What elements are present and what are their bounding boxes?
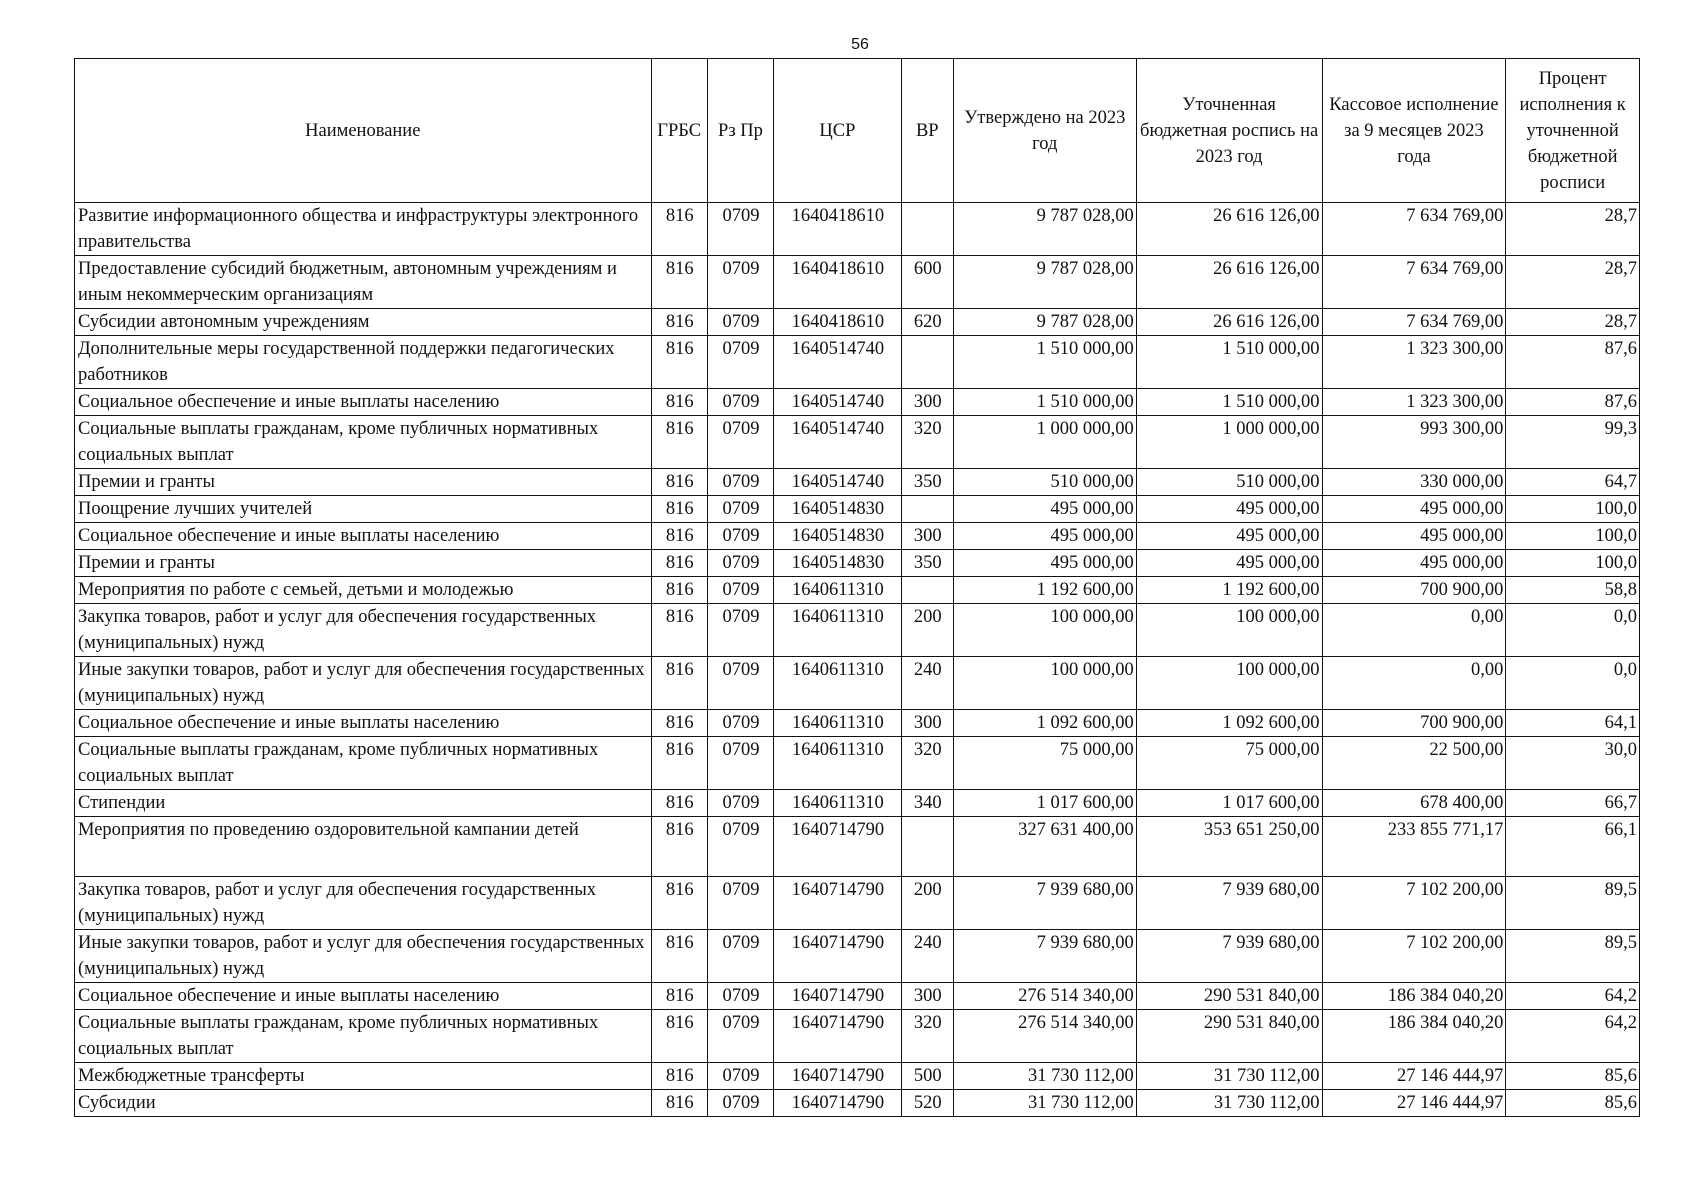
table-row	[75, 1090, 1640, 1117]
table-row	[75, 416, 1640, 469]
row-csr-cell: 1640611310	[774, 710, 902, 737]
row-name-cell: Развитие информационного общества и инфраструктуры электронного правительства	[75, 203, 652, 256]
header-grbs: ГРБС	[651, 59, 707, 203]
row-percent-cell: 85,6	[1506, 1090, 1640, 1117]
row-grbs-cell: 816	[651, 1063, 707, 1090]
row-name-cell: Социальные выплаты гражданам, кроме публичных нормативных социальных выплат	[75, 737, 652, 790]
table-row	[75, 1010, 1640, 1063]
header-name: Наименование	[75, 59, 652, 203]
row-cash-cell: 993 300,00	[1322, 416, 1506, 469]
table-row	[75, 389, 1640, 416]
row-rzpr-cell: 0709	[707, 469, 773, 496]
row-grbs-cell: 816	[651, 877, 707, 930]
header-rzpr: Рз Пр	[707, 59, 773, 203]
row-name-cell: Мероприятия по работе с семьей, детьми и молодежью	[75, 577, 652, 604]
row-refined-cell: 495 000,00	[1136, 496, 1322, 523]
row-csr-cell: 1640514830	[774, 523, 902, 550]
row-cash-cell: 700 900,00	[1322, 577, 1506, 604]
row-grbs-cell: 816	[651, 737, 707, 790]
row-approved-cell: 9 787 028,00	[953, 203, 1136, 256]
row-rzpr-cell: 0709	[707, 1010, 773, 1063]
row-rzpr-cell: 0709	[707, 983, 773, 1010]
row-rzpr-cell: 0709	[707, 737, 773, 790]
row-rzpr-cell: 0709	[707, 930, 773, 983]
table-row	[75, 817, 1640, 877]
row-csr-cell: 1640714790	[774, 817, 902, 877]
row-csr-cell: 1640514740	[774, 336, 902, 389]
row-name-cell: Закупка товаров, работ и услуг для обеспечения государственных (муниципальных) нужд	[75, 877, 652, 930]
row-name-cell: Премии и гранты	[75, 550, 652, 577]
table-row	[75, 604, 1640, 657]
row-csr-cell: 1640714790	[774, 1063, 902, 1090]
row-name-cell: Стипендии	[75, 790, 652, 817]
row-vr-cell	[901, 496, 953, 523]
row-name-cell: Социальное обеспечение и иные выплаты населению	[75, 710, 652, 737]
row-name-cell: Социальное обеспечение и иные выплаты населению	[75, 389, 652, 416]
row-refined-cell: 1 510 000,00	[1136, 389, 1322, 416]
table-row	[75, 1063, 1640, 1090]
row-vr-cell: 320	[901, 416, 953, 469]
header-cash: Кассовое исполнение за 9 месяцев 2023 года	[1322, 59, 1506, 203]
row-percent-cell: 28,7	[1506, 309, 1640, 336]
row-percent-cell: 64,2	[1506, 1010, 1640, 1063]
row-cash-cell: 7 634 769,00	[1322, 256, 1506, 309]
row-rzpr-cell: 0709	[707, 710, 773, 737]
row-vr-cell	[901, 817, 953, 877]
row-percent-cell: 89,5	[1506, 930, 1640, 983]
row-vr-cell: 200	[901, 604, 953, 657]
row-approved-cell: 100 000,00	[953, 657, 1136, 710]
row-csr-cell: 1640714790	[774, 930, 902, 983]
row-name-cell: Социальные выплаты гражданам, кроме публичных нормативных социальных выплат	[75, 1010, 652, 1063]
row-vr-cell: 300	[901, 389, 953, 416]
row-refined-cell: 290 531 840,00	[1136, 983, 1322, 1010]
row-cash-cell: 495 000,00	[1322, 523, 1506, 550]
row-percent-cell: 66,1	[1506, 817, 1640, 877]
row-name-cell: Мероприятия по проведению оздоровительной кампании детей	[75, 817, 652, 877]
row-approved-cell: 9 787 028,00	[953, 309, 1136, 336]
table-row	[75, 737, 1640, 790]
row-approved-cell: 31 730 112,00	[953, 1090, 1136, 1117]
row-approved-cell: 1 510 000,00	[953, 389, 1136, 416]
row-refined-cell: 75 000,00	[1136, 737, 1322, 790]
row-approved-cell: 495 000,00	[953, 550, 1136, 577]
page-number: 56	[851, 36, 869, 53]
row-csr-cell: 1640611310	[774, 790, 902, 817]
row-refined-cell: 7 939 680,00	[1136, 930, 1322, 983]
row-approved-cell: 1 192 600,00	[953, 577, 1136, 604]
row-vr-cell: 500	[901, 1063, 953, 1090]
row-percent-cell: 30,0	[1506, 737, 1640, 790]
table-row	[75, 309, 1640, 336]
row-percent-cell: 99,3	[1506, 416, 1640, 469]
row-rzpr-cell: 0709	[707, 604, 773, 657]
row-cash-cell: 7 634 769,00	[1322, 309, 1506, 336]
row-refined-cell: 495 000,00	[1136, 550, 1322, 577]
row-cash-cell: 7 102 200,00	[1322, 877, 1506, 930]
row-vr-cell: 200	[901, 877, 953, 930]
row-grbs-cell: 816	[651, 469, 707, 496]
row-grbs-cell: 816	[651, 256, 707, 309]
row-refined-cell: 1 017 600,00	[1136, 790, 1322, 817]
budget-table	[74, 58, 1640, 1117]
row-vr-cell: 350	[901, 550, 953, 577]
row-csr-cell: 1640714790	[774, 983, 902, 1010]
row-cash-cell: 495 000,00	[1322, 496, 1506, 523]
row-vr-cell: 300	[901, 983, 953, 1010]
row-approved-cell: 1 510 000,00	[953, 336, 1136, 389]
row-cash-cell: 1 323 300,00	[1322, 336, 1506, 389]
row-name-cell: Субсидии автономным учреждениям	[75, 309, 652, 336]
row-cash-cell: 0,00	[1322, 604, 1506, 657]
row-approved-cell: 100 000,00	[953, 604, 1136, 657]
row-cash-cell: 22 500,00	[1322, 737, 1506, 790]
row-vr-cell: 320	[901, 1010, 953, 1063]
row-vr-cell: 240	[901, 930, 953, 983]
row-name-cell: Премии и гранты	[75, 469, 652, 496]
row-vr-cell: 600	[901, 256, 953, 309]
row-name-cell: Социальное обеспечение и иные выплаты населению	[75, 523, 652, 550]
row-refined-cell: 31 730 112,00	[1136, 1063, 1322, 1090]
row-grbs-cell: 816	[651, 1090, 707, 1117]
row-csr-cell: 1640514740	[774, 389, 902, 416]
row-rzpr-cell: 0709	[707, 523, 773, 550]
row-grbs-cell: 816	[651, 930, 707, 983]
row-cash-cell: 678 400,00	[1322, 790, 1506, 817]
row-rzpr-cell: 0709	[707, 1090, 773, 1117]
row-approved-cell: 1 000 000,00	[953, 416, 1136, 469]
header-refined: Уточненная бюджетная роспись на 2023 год	[1136, 59, 1322, 203]
row-cash-cell: 27 146 444,97	[1322, 1063, 1506, 1090]
row-cash-cell: 186 384 040,20	[1322, 983, 1506, 1010]
row-cash-cell: 1 323 300,00	[1322, 389, 1506, 416]
row-approved-cell: 276 514 340,00	[953, 1010, 1136, 1063]
row-approved-cell: 7 939 680,00	[953, 877, 1136, 930]
row-cash-cell: 7 634 769,00	[1322, 203, 1506, 256]
row-approved-cell: 9 787 028,00	[953, 256, 1136, 309]
row-csr-cell: 1640418610	[774, 203, 902, 256]
row-refined-cell: 26 616 126,00	[1136, 203, 1322, 256]
row-grbs-cell: 816	[651, 817, 707, 877]
row-approved-cell: 1 017 600,00	[953, 790, 1136, 817]
table-body	[75, 203, 1640, 1117]
row-grbs-cell: 816	[651, 790, 707, 817]
row-grbs-cell: 816	[651, 336, 707, 389]
row-percent-cell: 87,6	[1506, 389, 1640, 416]
row-approved-cell: 75 000,00	[953, 737, 1136, 790]
row-name-cell: Социальные выплаты гражданам, кроме публичных нормативных социальных выплат	[75, 416, 652, 469]
row-rzpr-cell: 0709	[707, 577, 773, 604]
row-approved-cell: 327 631 400,00	[953, 817, 1136, 877]
row-percent-cell: 64,2	[1506, 983, 1640, 1010]
row-rzpr-cell: 0709	[707, 817, 773, 877]
row-vr-cell	[901, 577, 953, 604]
row-rzpr-cell: 0709	[707, 309, 773, 336]
table-row	[75, 256, 1640, 309]
row-approved-cell: 495 000,00	[953, 496, 1136, 523]
table-row	[75, 577, 1640, 604]
row-name-cell: Субсидии	[75, 1090, 652, 1117]
row-refined-cell: 353 651 250,00	[1136, 817, 1322, 877]
header-approved: Утверждено на 2023 год	[953, 59, 1136, 203]
row-approved-cell: 1 092 600,00	[953, 710, 1136, 737]
row-percent-cell: 0,0	[1506, 604, 1640, 657]
row-refined-cell: 1 000 000,00	[1136, 416, 1322, 469]
row-refined-cell: 7 939 680,00	[1136, 877, 1322, 930]
table-row	[75, 469, 1640, 496]
row-name-cell: Предоставление субсидий бюджетным, автономным учреждениям и иным некоммерческим организациям	[75, 256, 652, 309]
row-name-cell: Поощрение лучших учителей	[75, 496, 652, 523]
row-csr-cell: 1640611310	[774, 657, 902, 710]
table-row	[75, 710, 1640, 737]
row-grbs-cell: 816	[651, 496, 707, 523]
row-csr-cell: 1640714790	[774, 1010, 902, 1063]
row-grbs-cell: 816	[651, 550, 707, 577]
table-row	[75, 550, 1640, 577]
row-rzpr-cell: 0709	[707, 657, 773, 710]
row-vr-cell: 520	[901, 1090, 953, 1117]
row-grbs-cell: 816	[651, 604, 707, 657]
row-refined-cell: 31 730 112,00	[1136, 1090, 1322, 1117]
row-vr-cell: 620	[901, 309, 953, 336]
row-csr-cell: 1640714790	[774, 877, 902, 930]
row-cash-cell: 7 102 200,00	[1322, 930, 1506, 983]
row-cash-cell: 330 000,00	[1322, 469, 1506, 496]
row-percent-cell: 64,7	[1506, 469, 1640, 496]
row-csr-cell: 1640714790	[774, 1090, 902, 1117]
row-csr-cell: 1640611310	[774, 737, 902, 790]
table-row	[75, 983, 1640, 1010]
row-refined-cell: 510 000,00	[1136, 469, 1322, 496]
row-csr-cell: 1640514740	[774, 416, 902, 469]
row-csr-cell: 1640418610	[774, 309, 902, 336]
row-percent-cell: 85,6	[1506, 1063, 1640, 1090]
row-grbs-cell: 816	[651, 657, 707, 710]
table-row	[75, 523, 1640, 550]
row-vr-cell	[901, 336, 953, 389]
row-csr-cell: 1640514830	[774, 550, 902, 577]
table-header-row	[75, 59, 1640, 203]
row-grbs-cell: 816	[651, 983, 707, 1010]
row-grbs-cell: 816	[651, 710, 707, 737]
row-rzpr-cell: 0709	[707, 550, 773, 577]
row-name-cell: Закупка товаров, работ и услуг для обеспечения государственных (муниципальных) нужд	[75, 604, 652, 657]
table-row	[75, 496, 1640, 523]
row-rzpr-cell: 0709	[707, 1063, 773, 1090]
row-cash-cell: 233 855 771,17	[1322, 817, 1506, 877]
row-rzpr-cell: 0709	[707, 336, 773, 389]
row-refined-cell: 100 000,00	[1136, 604, 1322, 657]
row-percent-cell: 58,8	[1506, 577, 1640, 604]
row-percent-cell: 100,0	[1506, 523, 1640, 550]
row-approved-cell: 276 514 340,00	[953, 983, 1136, 1010]
table-row	[75, 877, 1640, 930]
row-refined-cell: 495 000,00	[1136, 523, 1322, 550]
row-cash-cell: 495 000,00	[1322, 550, 1506, 577]
row-name-cell: Иные закупки товаров, работ и услуг для обеспечения государственных (муниципальных) нужд	[75, 930, 652, 983]
table-row	[75, 930, 1640, 983]
row-rzpr-cell: 0709	[707, 203, 773, 256]
row-approved-cell: 495 000,00	[953, 523, 1136, 550]
table-row	[75, 790, 1640, 817]
row-refined-cell: 26 616 126,00	[1136, 256, 1322, 309]
row-rzpr-cell: 0709	[707, 256, 773, 309]
row-percent-cell: 0,0	[1506, 657, 1640, 710]
row-percent-cell: 28,7	[1506, 203, 1640, 256]
row-cash-cell: 0,00	[1322, 657, 1506, 710]
row-csr-cell: 1640514740	[774, 469, 902, 496]
header-percent: Процент исполнения к уточненной бюджетной росписи	[1506, 59, 1640, 203]
row-percent-cell: 87,6	[1506, 336, 1640, 389]
row-percent-cell: 100,0	[1506, 496, 1640, 523]
row-vr-cell: 300	[901, 523, 953, 550]
row-percent-cell: 89,5	[1506, 877, 1640, 930]
row-cash-cell: 27 146 444,97	[1322, 1090, 1506, 1117]
row-vr-cell: 320	[901, 737, 953, 790]
row-csr-cell: 1640514830	[774, 496, 902, 523]
row-grbs-cell: 816	[651, 389, 707, 416]
row-vr-cell: 240	[901, 657, 953, 710]
row-cash-cell: 186 384 040,20	[1322, 1010, 1506, 1063]
table-row	[75, 657, 1640, 710]
row-percent-cell: 100,0	[1506, 550, 1640, 577]
row-percent-cell: 64,1	[1506, 710, 1640, 737]
row-refined-cell: 1 092 600,00	[1136, 710, 1322, 737]
row-rzpr-cell: 0709	[707, 416, 773, 469]
row-grbs-cell: 816	[651, 203, 707, 256]
row-rzpr-cell: 0709	[707, 496, 773, 523]
row-grbs-cell: 816	[651, 416, 707, 469]
row-vr-cell	[901, 203, 953, 256]
row-name-cell: Межбюджетные трансферты	[75, 1063, 652, 1090]
row-grbs-cell: 816	[651, 309, 707, 336]
row-refined-cell: 290 531 840,00	[1136, 1010, 1322, 1063]
row-grbs-cell: 816	[651, 1010, 707, 1063]
row-percent-cell: 66,7	[1506, 790, 1640, 817]
row-rzpr-cell: 0709	[707, 389, 773, 416]
row-csr-cell: 1640611310	[774, 604, 902, 657]
header-csr: ЦСР	[774, 59, 902, 203]
row-rzpr-cell: 0709	[707, 790, 773, 817]
row-csr-cell: 1640418610	[774, 256, 902, 309]
row-cash-cell: 700 900,00	[1322, 710, 1506, 737]
header-vr: ВР	[901, 59, 953, 203]
row-rzpr-cell: 0709	[707, 877, 773, 930]
row-refined-cell: 1 192 600,00	[1136, 577, 1322, 604]
row-refined-cell: 1 510 000,00	[1136, 336, 1322, 389]
row-name-cell: Дополнительные меры государственной поддержки педагогических работников	[75, 336, 652, 389]
row-name-cell: Иные закупки товаров, работ и услуг для обеспечения государственных (муниципальных) нужд	[75, 657, 652, 710]
row-refined-cell: 100 000,00	[1136, 657, 1322, 710]
row-approved-cell: 7 939 680,00	[953, 930, 1136, 983]
row-grbs-cell: 816	[651, 577, 707, 604]
row-approved-cell: 510 000,00	[953, 469, 1136, 496]
row-vr-cell: 340	[901, 790, 953, 817]
row-refined-cell: 26 616 126,00	[1136, 309, 1322, 336]
table-row	[75, 203, 1640, 256]
row-grbs-cell: 816	[651, 523, 707, 550]
row-approved-cell: 31 730 112,00	[953, 1063, 1136, 1090]
row-csr-cell: 1640611310	[774, 577, 902, 604]
row-name-cell: Социальное обеспечение и иные выплаты населению	[75, 983, 652, 1010]
row-vr-cell: 300	[901, 710, 953, 737]
row-vr-cell: 350	[901, 469, 953, 496]
row-percent-cell: 28,7	[1506, 256, 1640, 309]
table-row	[75, 336, 1640, 389]
